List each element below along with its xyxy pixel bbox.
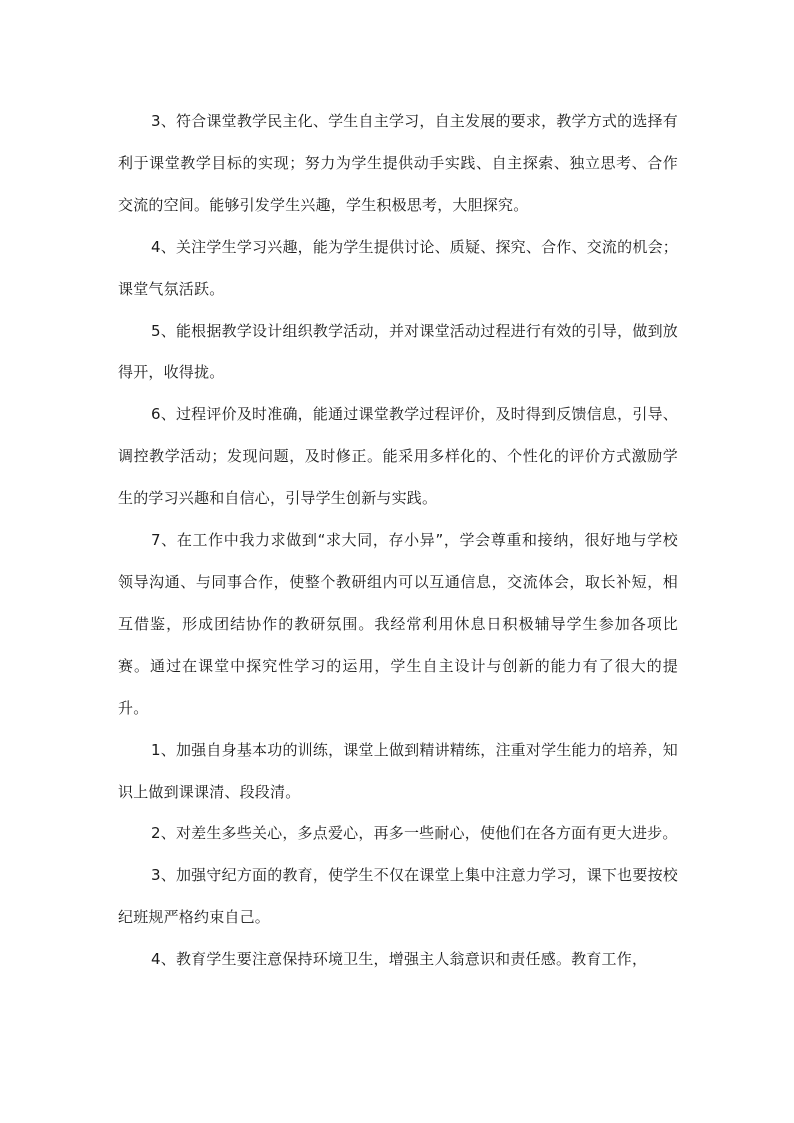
paragraph-plan-3-discipline: 3、加强守纪方面的教育，使学生不仅在课堂上集中注意力学习，课下也要按校纪班规严格约束自己。 <box>118 866 678 927</box>
paragraph-plan-4-hygiene: 4、教育学生要注意保持环境卫生，增强主人翁意识和责任感。教育工作， <box>151 950 648 969</box>
paragraph-4-student-interest: 4、关注学生学习兴趣，能为学生提供讨论、质疑、探究、合作、交流的机会；课堂气氛活跃。 <box>118 237 678 298</box>
paragraph-5-teaching-activities: 5、能根据教学设计组织教学活动，并对课堂活动过程进行有效的引导，做到放得开，收得拢。 <box>118 321 678 382</box>
document-body <box>118 101 678 981</box>
paragraph-3-classroom-democracy: 3、符合课堂教学民主化、学生自主学习，自主发展的要求，教学方式的选择有利于课堂教学目标的实现；努力为学生提供动手实践、自主探索、独立思考、合作交流的空间。能够引发学生兴趣，学生积极思考，大胆探究。 <box>118 112 678 214</box>
paragraph-plan-1-basic-skills: 1、加强自身基本功的训练，课堂上做到精讲精练，注重对学生能力的培养，知识上做到课课清、段段清。 <box>118 740 678 801</box>
paragraph-7-teamwork: 7、在工作中我力求做到“求大同，存小异”，学会尊重和接纳，很好地与学校领导沟通、与同事合作，使整个教研组内可以互通信息，交流体会，取长补短，相互借鉴，形成团结协作的教研氛围。我经常利用休息日积极辅导学生参加各项比赛。通过在课堂中探究性学习的运用，学生自主设计与创新的能力有了很大的提升。 <box>118 531 678 717</box>
paragraph-6-process-evaluation: 6、过程评价及时准确，能通过课堂教学过程评价，及时得到反馈信息，引导、调控教学活动；发现问题，及时修正。能采用多样化的、个性化的评价方式激励学生的学习兴趣和自信心，引导学生创新与实践。 <box>118 405 678 508</box>
paragraph-plan-2-weak-students: 2、对差生多些关心，多点爱心，再多一些耐心，使他们在各方面有更大进步。 <box>151 824 678 843</box>
